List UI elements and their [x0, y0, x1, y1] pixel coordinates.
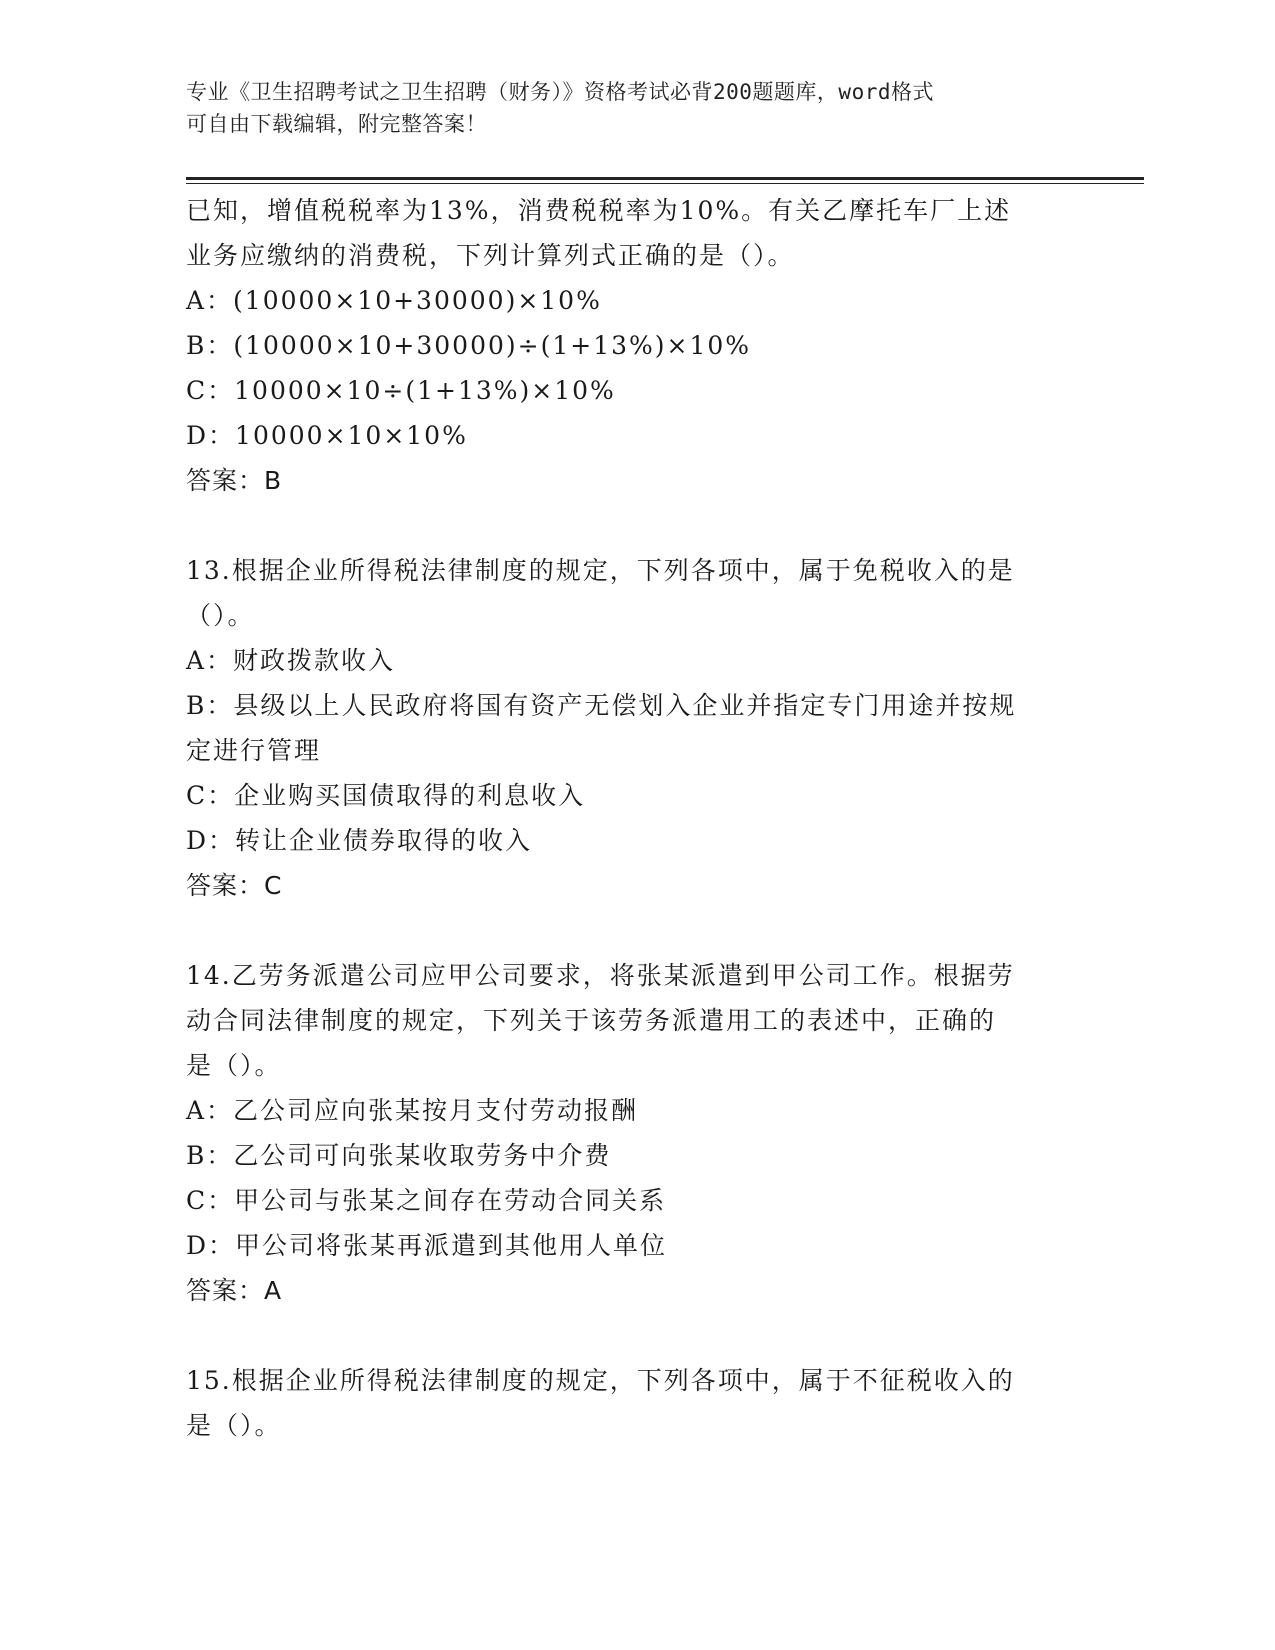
question-14 [186, 953, 1086, 1313]
option-b-continued: 定进行管理 [186, 736, 322, 765]
option-a: A：乙公司应向张某按月支付劳动报酬 [186, 1096, 639, 1125]
option-b: B：乙公司可向张某收取劳务中介费 [186, 1141, 612, 1170]
header-rule-thin [186, 183, 1144, 184]
question-gap [186, 1313, 1086, 1358]
question-13 [186, 548, 1086, 908]
question-gap [186, 503, 1086, 548]
question-stem: 15.根据企业所得税法律制度的规定，下列各项中，属于不征税收入的 [186, 1366, 1015, 1395]
question-stem: 13.根据企业所得税法律制度的规定，下列各项中，属于免税收入的是 [186, 556, 1015, 585]
question-stem: （）。 [186, 601, 255, 630]
answer-line: 答案：C [186, 871, 283, 900]
question-stem: 是（）。 [186, 1051, 282, 1080]
option-d: D：10000×10×10% [186, 421, 468, 450]
header-line-1: 专业《卫生招聘考试之卫生招聘（财务）》资格考试必背200题题库，word格式 [186, 80, 934, 104]
option-c: C：企业购买国债取得的利息收入 [186, 781, 586, 810]
option-b: B：县级以上人民政府将国有资产无偿划入企业并指定专门用途并按规 [186, 691, 1017, 720]
question-stem: 14.乙劳务派遣公司应甲公司要求，将张某派遣到甲公司工作。根据劳 [186, 961, 1015, 990]
question-stem: 是（）。 [186, 1411, 282, 1440]
question-list [186, 188, 1086, 1448]
option-b: B：(10000×10+30000)÷(1+13%)×10% [186, 331, 752, 360]
option-c: C：甲公司与张某之间存在劳动合同关系 [186, 1186, 667, 1215]
header-rule-thick [186, 177, 1144, 180]
option-d: D：转让企业债券取得的收入 [186, 826, 533, 855]
answer-line: 答案：B [186, 466, 283, 495]
option-a: A：财政拨款收入 [186, 646, 396, 675]
question-stem: 已知，增值税税率为13%，消费税税率为10%。有关乙摩托车厂上述 [186, 196, 1012, 225]
option-c: C：10000×10÷(1+13%)×10% [186, 376, 616, 405]
option-d: D：甲公司将张某再派遣到其他用人单位 [186, 1231, 668, 1260]
question-15 [186, 1358, 1086, 1448]
document-header [186, 76, 1066, 140]
question-12 [186, 188, 1086, 503]
header-line-2: 可自由下载编辑，附完整答案！ [186, 112, 487, 136]
option-a: A：(10000×10+30000)×10% [186, 286, 602, 315]
question-stem: 业务应缴纳的消费税，下列计算列式正确的是（）。 [186, 241, 795, 270]
question-stem: 动合同法律制度的规定，下列关于该劳务派遣用工的表述中，正确的 [186, 1006, 997, 1035]
question-gap [186, 908, 1086, 953]
answer-line: 答案：A [186, 1276, 283, 1305]
